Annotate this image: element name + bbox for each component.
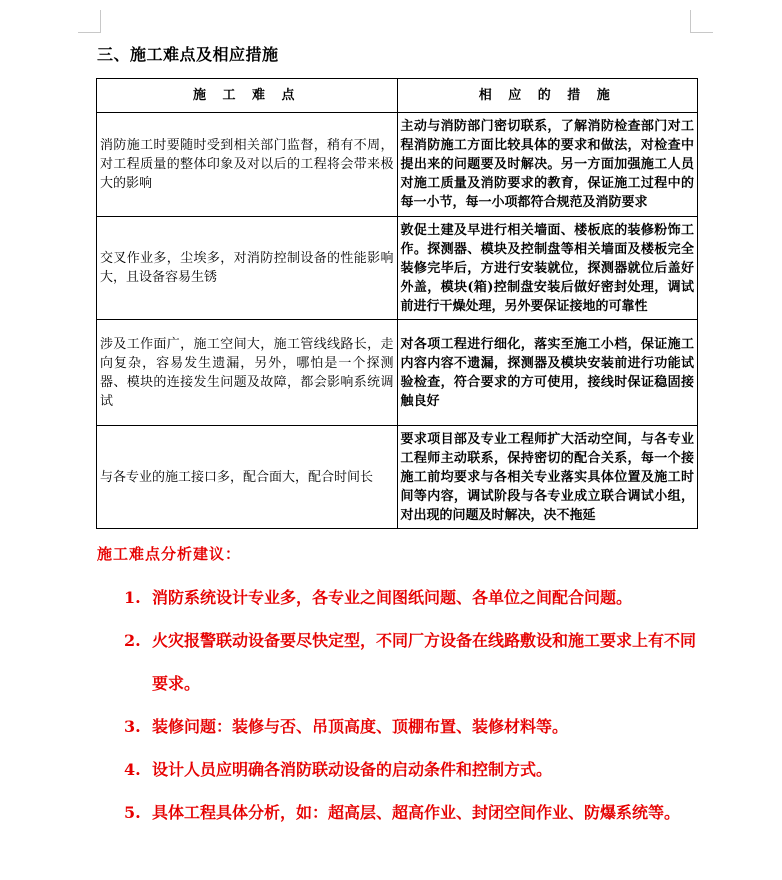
table-row bbox=[97, 217, 698, 320]
list-item bbox=[124, 791, 704, 834]
list-item-number: 1. bbox=[124, 588, 141, 607]
list-item-number: 2. bbox=[124, 631, 141, 650]
list-item-text: 火灾报警联动设备要尽快定型，不同厂方设备在线路敷设和施工要求上有不同要求。 bbox=[152, 631, 697, 693]
header-measure: 相 应 的 措 施 bbox=[397, 79, 698, 113]
difficulty-cell: 涉及工作面广，施工空间大，施工管线线路长，走向复杂，容易发生遗漏，另外，哪怕是一个探测器、模块的连接发生问题及故障，都会影响系统调试 bbox=[97, 320, 398, 426]
list-item bbox=[124, 576, 704, 619]
list-item bbox=[124, 748, 704, 791]
list-item-text: 设计人员应明确各消防联动设备的启动条件和控制方式。 bbox=[152, 760, 553, 779]
list-item bbox=[124, 705, 704, 748]
list-item-number: 3. bbox=[124, 717, 141, 736]
table-header-row bbox=[97, 79, 698, 113]
list-item-number: 4. bbox=[124, 760, 141, 779]
suggestions-title: 施工难点分析建议： bbox=[97, 545, 242, 563]
list-item-text: 装修问题：装修与否、吊顶高度、顶棚布置、装修材料等。 bbox=[152, 717, 569, 736]
header-difficulty: 施 工 难 点 bbox=[97, 79, 398, 113]
list-item bbox=[124, 619, 704, 705]
table-row bbox=[97, 426, 698, 529]
table-row bbox=[97, 320, 698, 426]
margin-corner-right bbox=[690, 10, 713, 33]
difficulty-cell: 与各专业的施工接口多，配合面大，配合时间长 bbox=[97, 426, 398, 529]
difficulty-cell: 交叉作业多，尘埃多，对消防控制设备的性能影响大，且设备容易生锈 bbox=[97, 217, 398, 320]
measure-cell: 对各项工程进行细化，落实至施工小档，保证施工内容内容不遗漏，探测器及模块安装前进行功能试验检查，符合要求的方可使用，接线时保证稳固接触良好 bbox=[397, 320, 698, 426]
measure-cell: 敦促土建及早进行相关墙面、楼板底的装修粉饰工作。探测器、模块及控制盘等相关墙面及楼板完全装修完毕后，方进行安装就位，探测器就位后盖好外盖，模块(箱)控制盘安装后做好密封处理，调试前进行干燥处理，另外要保证接地的可靠性 bbox=[397, 217, 698, 320]
suggestions-list bbox=[124, 576, 704, 834]
list-item-text: 具体工程具体分析，如：超高层、超高作业、封闭空间作业、防爆系统等。 bbox=[152, 803, 681, 822]
measure-cell: 主动与消防部门密切联系，了解消防检查部门对工程消防施工方面比较具体的要求和做法，对检查中提出来的问题要及时解决。另一方面加强施工人员对施工质量及消防要求的教育，保证施工过程中的每一小节，每一小项都符合规范及消防要求 bbox=[397, 113, 698, 217]
measure-cell: 要求项目部及专业工程师扩大活动空间，与各专业工程师主动联系，保持密切的配合关系，每一个接施工前均要求与各相关专业落实具体位置及施工时间等内容，调试阶段与各专业成立联合调试小组，对出现的问题及时解决，决不拖延 bbox=[397, 426, 698, 529]
table-row bbox=[97, 113, 698, 217]
margin-corner-left bbox=[78, 10, 101, 33]
difficulty-cell: 消防施工时要随时受到相关部门监督，稍有不周，对工程质量的整体印象及对以后的工程将会带来极大的影响 bbox=[97, 113, 398, 217]
measures-table bbox=[96, 78, 698, 529]
list-item-number: 5. bbox=[124, 803, 141, 822]
section-heading: 三、施工难点及相应措施 bbox=[97, 45, 279, 64]
list-item-text: 消防系统设计专业多，各专业之间图纸问题、各单位之间配合问题。 bbox=[152, 588, 633, 607]
